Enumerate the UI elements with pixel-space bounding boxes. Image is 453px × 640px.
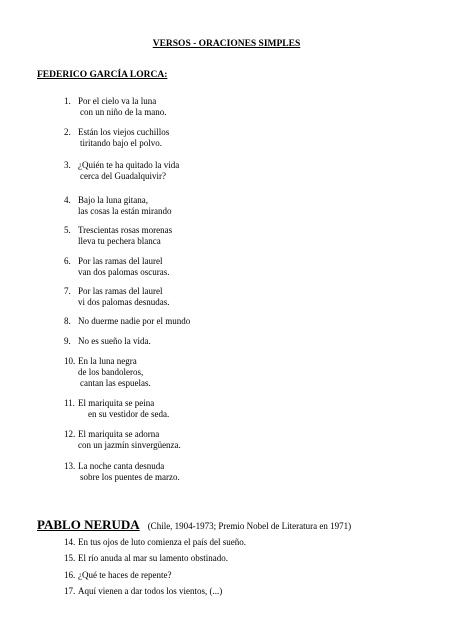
verse-number: 12.: [64, 429, 76, 439]
verse-line: No es sueño la vida.: [78, 336, 151, 346]
verse-line: En tus ojos de luto comienza el país del sueño.: [78, 537, 246, 547]
verse-line: Trescientas rosas morenas: [78, 225, 173, 235]
verse-item: [64, 398, 169, 420]
verse-item: [64, 336, 151, 347]
section-author-neruda: [37, 516, 351, 534]
verse-number: 8.: [64, 316, 71, 326]
verse-line: El mariquita se peina: [78, 398, 155, 408]
verse-number: 6.: [64, 256, 71, 266]
verse-number: 4.: [64, 195, 71, 205]
verse-number: 9.: [64, 336, 71, 346]
verse-number: 7.: [64, 286, 71, 296]
verse-item: [64, 570, 171, 581]
verse-line: La noche canta desnuda: [78, 461, 165, 471]
verse-item: [64, 225, 172, 247]
verse-number: 13.: [64, 461, 76, 471]
verse-line: Por las ramas del laurel: [78, 286, 163, 296]
verse-line: de los bandoleros,: [78, 367, 144, 377]
verse-line: cerca del Guadalquivir?: [80, 171, 166, 181]
verse-number: 14.: [64, 537, 76, 547]
verse-number: 1.: [64, 96, 71, 106]
verse-item: [64, 286, 170, 308]
verse-item: [64, 127, 169, 149]
verse-number: 11.: [64, 398, 75, 408]
verse-number: 16.: [64, 570, 76, 580]
verse-item: [64, 316, 190, 327]
verse-number: 2.: [64, 127, 71, 137]
verse-line: El río anuda al mar su lamento obstinado.: [78, 553, 228, 563]
verse-line: en su vestidor de seda.: [88, 409, 170, 419]
verse-line: vi dos palomas desnudas.: [78, 297, 170, 307]
verse-line: las cosas la están mirando: [78, 206, 172, 216]
verse-line: con un niño de la mano.: [80, 107, 167, 117]
verse-line: ¿Qué te haces de repente?: [78, 570, 172, 580]
verse-line: lleva tu pechera blanca: [78, 236, 161, 246]
verse-number: 15.: [64, 553, 76, 563]
verse-item: [64, 553, 228, 564]
verse-item: [64, 356, 151, 389]
section-author-lorca: FEDERICO GARCÍA LORCA:: [37, 70, 168, 80]
verse-number: 3.: [64, 160, 71, 170]
verse-line: Aquí vienen a dar todos los vientos, (...): [78, 586, 223, 596]
verse-item: [64, 537, 246, 548]
verse-line: van dos palomas oscuras.: [78, 267, 170, 277]
verse-item: [64, 461, 180, 483]
verse-line: con un jazmín sinvergüenza.: [78, 440, 181, 450]
page-title: VERSOS - ORACIONES SIMPLES: [152, 39, 301, 49]
verse-item: [64, 429, 181, 451]
verse-line: Bajo la luna gitana,: [78, 195, 148, 205]
verse-number: 17.: [64, 586, 76, 596]
verse-item: [64, 160, 179, 182]
verse-line: No duerme nadie por el mundo: [78, 316, 191, 326]
verse-item: [64, 195, 171, 217]
author-name: PABLO NERUDA: [37, 517, 140, 532]
verse-item: [64, 256, 169, 278]
verse-line: En la luna negra: [78, 356, 137, 366]
verse-number: 5.: [64, 225, 71, 235]
verse-line: Por las ramas del laurel: [78, 256, 163, 266]
verse-line: sobre los puentes de marzo.: [80, 472, 180, 482]
verse-line: El mariquita se adorna: [78, 429, 160, 439]
verse-line: cantan las espuelas.: [80, 378, 151, 388]
verse-item: [64, 96, 166, 118]
verse-line: Están los viejos cuchillos: [78, 127, 170, 137]
verse-number: 10.: [64, 356, 76, 366]
verse-line: tiritando bajo el polvo.: [80, 138, 162, 148]
verse-line: ¿Quién te ha quitado la vida: [78, 160, 180, 170]
author-info: (Chile, 1904-1973; Premio Nobel de Literatura en 1971): [147, 521, 352, 531]
verse-item: [64, 586, 222, 597]
verse-line: Por el cielo va la luna: [78, 96, 157, 106]
